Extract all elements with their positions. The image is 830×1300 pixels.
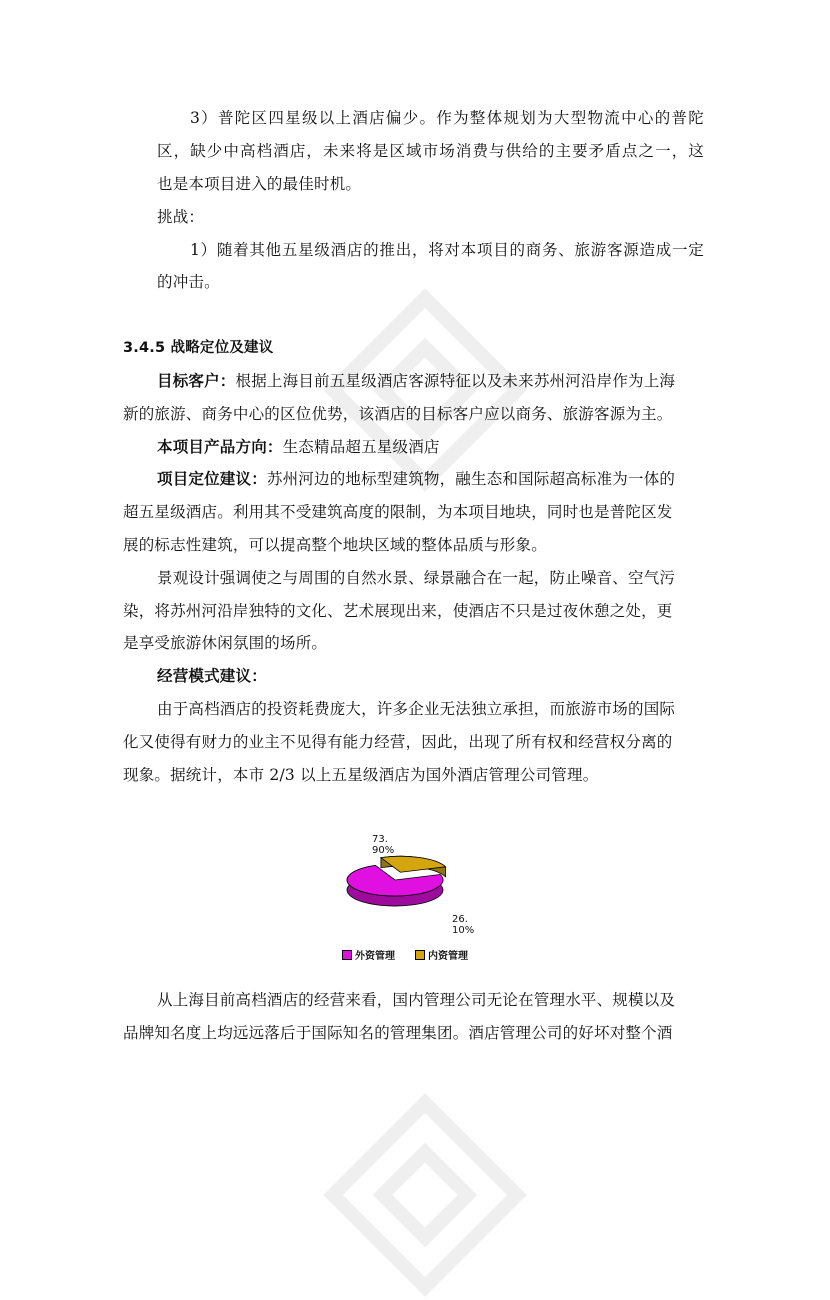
text-line: 由于高档酒店的投资耗费庞大，许多企业无法独立承担，而旅游市场的国际 bbox=[157, 700, 676, 718]
text-line: 区，缺少中高档酒店，未来将是区域市场消费与供给的主要矛盾点之一，这 bbox=[157, 142, 704, 160]
text-line: 景观设计强调使之与周围的自然水景、绿景融合在一起，防止噪音、空气污 bbox=[157, 569, 676, 587]
operation-label-line bbox=[157, 666, 267, 686]
challenge-label: 挑战： bbox=[157, 208, 205, 226]
data-label-domestic: 26. 10% bbox=[452, 914, 475, 936]
product-text: 生态精品超五星级酒店 bbox=[282, 438, 440, 456]
text-line: 新的旅游、商务中心的区位优势，该酒店的目标客户应以商务、旅游客源为主。 bbox=[123, 405, 673, 423]
text-line: 超五星级酒店。利用其不受建筑高度的限制，为本项目地块，同时也是普陀区发 bbox=[123, 503, 673, 521]
legend-swatch-domestic bbox=[415, 950, 425, 960]
text-line: 染，将苏州河沿岸独特的文化、艺术展现出来，使酒店不只是过夜休憩之处，更 bbox=[123, 602, 673, 620]
text-line: 品牌知名度上均远远落后于国际知名的管理集团。酒店管理公司的好坏对整个酒 bbox=[123, 1024, 673, 1042]
positioning-line bbox=[157, 469, 675, 489]
text-line: 是享受旅游休闲氛围的场所。 bbox=[123, 634, 328, 652]
operation-label: 经营模式建议： bbox=[157, 667, 267, 685]
section-heading: 3.4.5 战略定位及建议 bbox=[123, 340, 274, 356]
target-customer-line bbox=[157, 371, 704, 391]
data-label-foreign: 73. 90% bbox=[372, 834, 395, 856]
watermark-logo-icon bbox=[320, 1090, 530, 1300]
target-label: 目标客户： bbox=[157, 372, 236, 390]
product-direction-line bbox=[157, 437, 440, 457]
text-line: 现象。据统计，本市 2/3 以上五星级酒店为国外酒店管理公司管理。 bbox=[123, 766, 599, 784]
positioning-label: 项目定位建议： bbox=[157, 470, 267, 488]
text-line: 从上海目前高档酒店的经营来看，国内管理公司无论在管理水平、规模以及 bbox=[157, 991, 676, 1009]
management-pie-chart bbox=[330, 820, 500, 970]
text-line: 也是本项目进入的最佳时机。 bbox=[157, 175, 362, 193]
legend-label-foreign: 外资管理 bbox=[355, 951, 395, 962]
product-label: 本项目产品方向： bbox=[157, 438, 283, 456]
text-line: 化又使得有财力的业主不见得有能力经营，因此，出现了所有权和经营权分离的 bbox=[123, 733, 673, 751]
pie-plot bbox=[330, 820, 500, 945]
legend bbox=[342, 947, 468, 962]
target-text: 根据上海目前五星级酒店客源特征以及未来苏州河沿岸作为上海 bbox=[235, 372, 676, 390]
text-line: 1）随着其他五星级酒店的推出，将对本项目的商务、旅游客源造成一定 bbox=[190, 241, 704, 259]
text-line: 展的标志性建筑，可以提高整个地块区域的整体品质与形象。 bbox=[123, 536, 547, 554]
legend-swatch-foreign bbox=[342, 950, 352, 960]
pie-slice-1 bbox=[347, 865, 443, 896]
legend-label-domestic: 内资管理 bbox=[428, 951, 468, 962]
positioning-text: 苏州河边的地标型建筑物，融生态和国际超高标准为一体的 bbox=[266, 470, 676, 488]
text-line: 的冲击。 bbox=[157, 273, 220, 291]
text-line: 3）普陀区四星级以上酒店偏少。作为整体规划为大型物流中心的普陀 bbox=[190, 109, 704, 127]
